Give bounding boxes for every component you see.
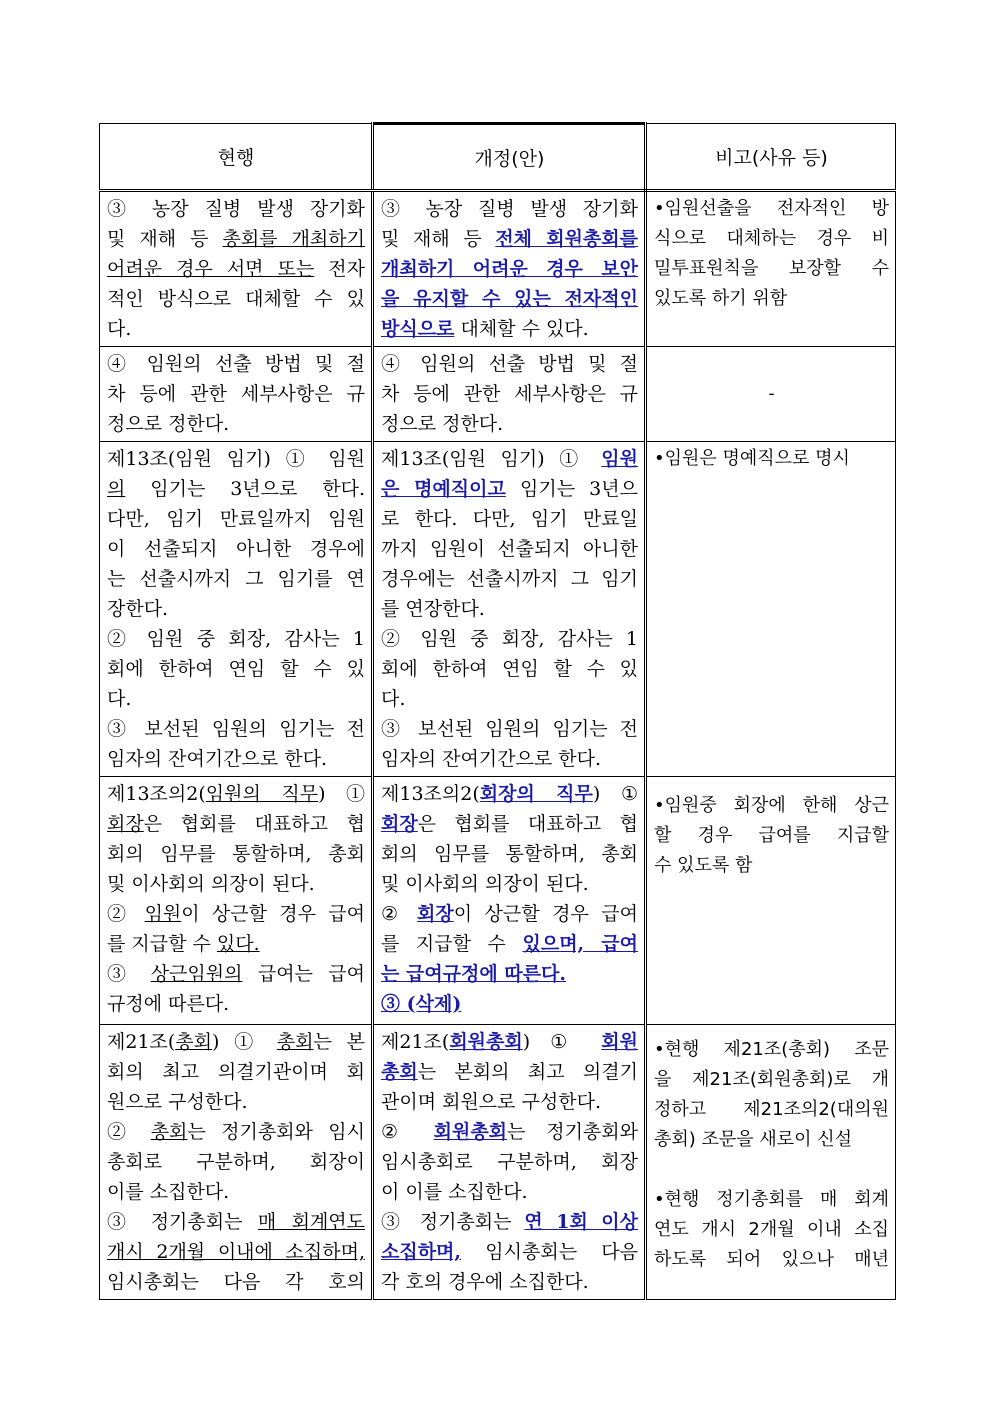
row1-current: ③ 농장 질병 발생 장기화 및 재해 등 총회를 개최하기 어려운 경우 서면 또는 전자 적인 방식으로 대체할 수 있 다. — [100, 191, 373, 347]
header-remarks: 비고(사유 등) — [646, 124, 896, 191]
row4-current: 제13조의2(임원의 직무) ① 회장은 협회를 대표하고 협 회의 임무를 통할하며, 총회 및 이사회의 의장이 된다. ② 임원이 상근할 경우 급여 를 지급할 수 있다. ③ 상근임원의 급여는 급여 규정에 따른다. — [100, 777, 373, 1025]
row4-remarks: •임원중 회장에 한해 상근 할 경우 급여를 지급할 수 있도록 함 — [646, 777, 896, 1025]
row5-remarks: •현행 제21조(총회) 조문 을 제21조(회원총회)로 개 정하고 제21조의2(대의원 총회) 조문을 새로이 신설 •현행 정기총회를 매 회계 연도 개시 2개월 이내 소집 하도록 되어 있으나 매년 — [646, 1025, 896, 1300]
table-row — [100, 1025, 896, 1300]
row5-current: 제21조(총회) ① 총회는 본 회의 최고 의결기관이며 회 원으로 구성한다. ② 총회는 정기총회와 임시 총회로 구분하며, 회장이 이를 소집한다. ③ 정기총회는 매 회계연도 개시 2개월 이내에 소집하며, 임시총회는 다음 각 호의 — [100, 1025, 373, 1300]
table-row — [100, 191, 896, 347]
row1-remarks: •임원선출을 전자적인 방 식으로 대체하는 경우 비 밀투표원칙을 보장할 수 있도록 하기 위함 — [646, 191, 896, 347]
amendment-comparison-table — [99, 122, 896, 1300]
row3-current: 제13조(임원 임기) ① 임원 의 임기는 3년으로 한다. 다만, 임기 만료일까지 임원 이 선출되지 아니한 경우에 는 선출시까지 그 임기를 연 장한다. ② 임원 중 회장, 감사는 1 회에 한하여 연임 할 수 있 다. ③ 보선된 임원의 임기는 전 임자의 잔여기간으로 한다. — [100, 442, 373, 777]
row2-amended: ④ 임원의 선출 방법 및 절 차 등에 관한 세부사항은 규 정으로 정한다. — [373, 347, 646, 442]
header-current: 현행 — [100, 124, 373, 191]
header-amended: 개정(안) — [373, 124, 646, 191]
row3-amended: 제13조(임원 임기) ① 임원 은 명예직이고 임기는 3년으 로 한다. 다만, 임기 만료일 까지 임원이 선출되지 아니한 경우에는 선출시까지 그 임기 를 연장한다. ② 임원 중 회장, 감사는 1 회에 한하여 연임 할 수 있 다. ③ 보선된 임원의 임기는 전 임자의 잔여기간으로 한다. — [373, 442, 646, 777]
comparison-table-frame — [99, 122, 895, 1300]
table-row — [100, 442, 896, 777]
header-row — [100, 124, 896, 191]
paragraph-gap — [654, 1155, 889, 1185]
row2-current: ④ 임원의 선출 방법 및 절 차 등에 관한 세부사항은 규 정으로 정한다. — [100, 347, 373, 442]
row5-amended: 제21조(회원총회) ① 회원 총회는 본회의 최고 의결기 관이며 회원으로 구성한다. ② 회원총회는 정기총회와 임시총회로 구분하며, 회장 이 이를 소집한다. ③ 정기총회는 연 1회 이상 소집하며, 임시총회는 다음 각 호의 경우에 소집한다. — [373, 1025, 646, 1300]
table-row — [100, 347, 896, 442]
row1-amended: ③ 농장 질병 발생 장기화 및 재해 등 전체 회원총회를 개최하기 어려운 경우 보안 을 유지할 수 있는 전자적인 방식으로 대체할 수 있다. — [373, 191, 646, 347]
row3-remarks: •임원은 명예직으로 명시 — [646, 442, 896, 777]
row4-amended: 제13조의2(회장의 직무) ① 회장은 협회를 대표하고 협 회의 임무를 통할하며, 총회 및 이사회의 의장이 된다. ② 회장이 상근할 경우 급여 를 지급할 수 있으며, 급여 는 급여규정에 따른다. ③ (삭제) — [373, 777, 646, 1025]
row2-remarks: - — [646, 347, 896, 442]
table-row — [100, 777, 896, 1025]
